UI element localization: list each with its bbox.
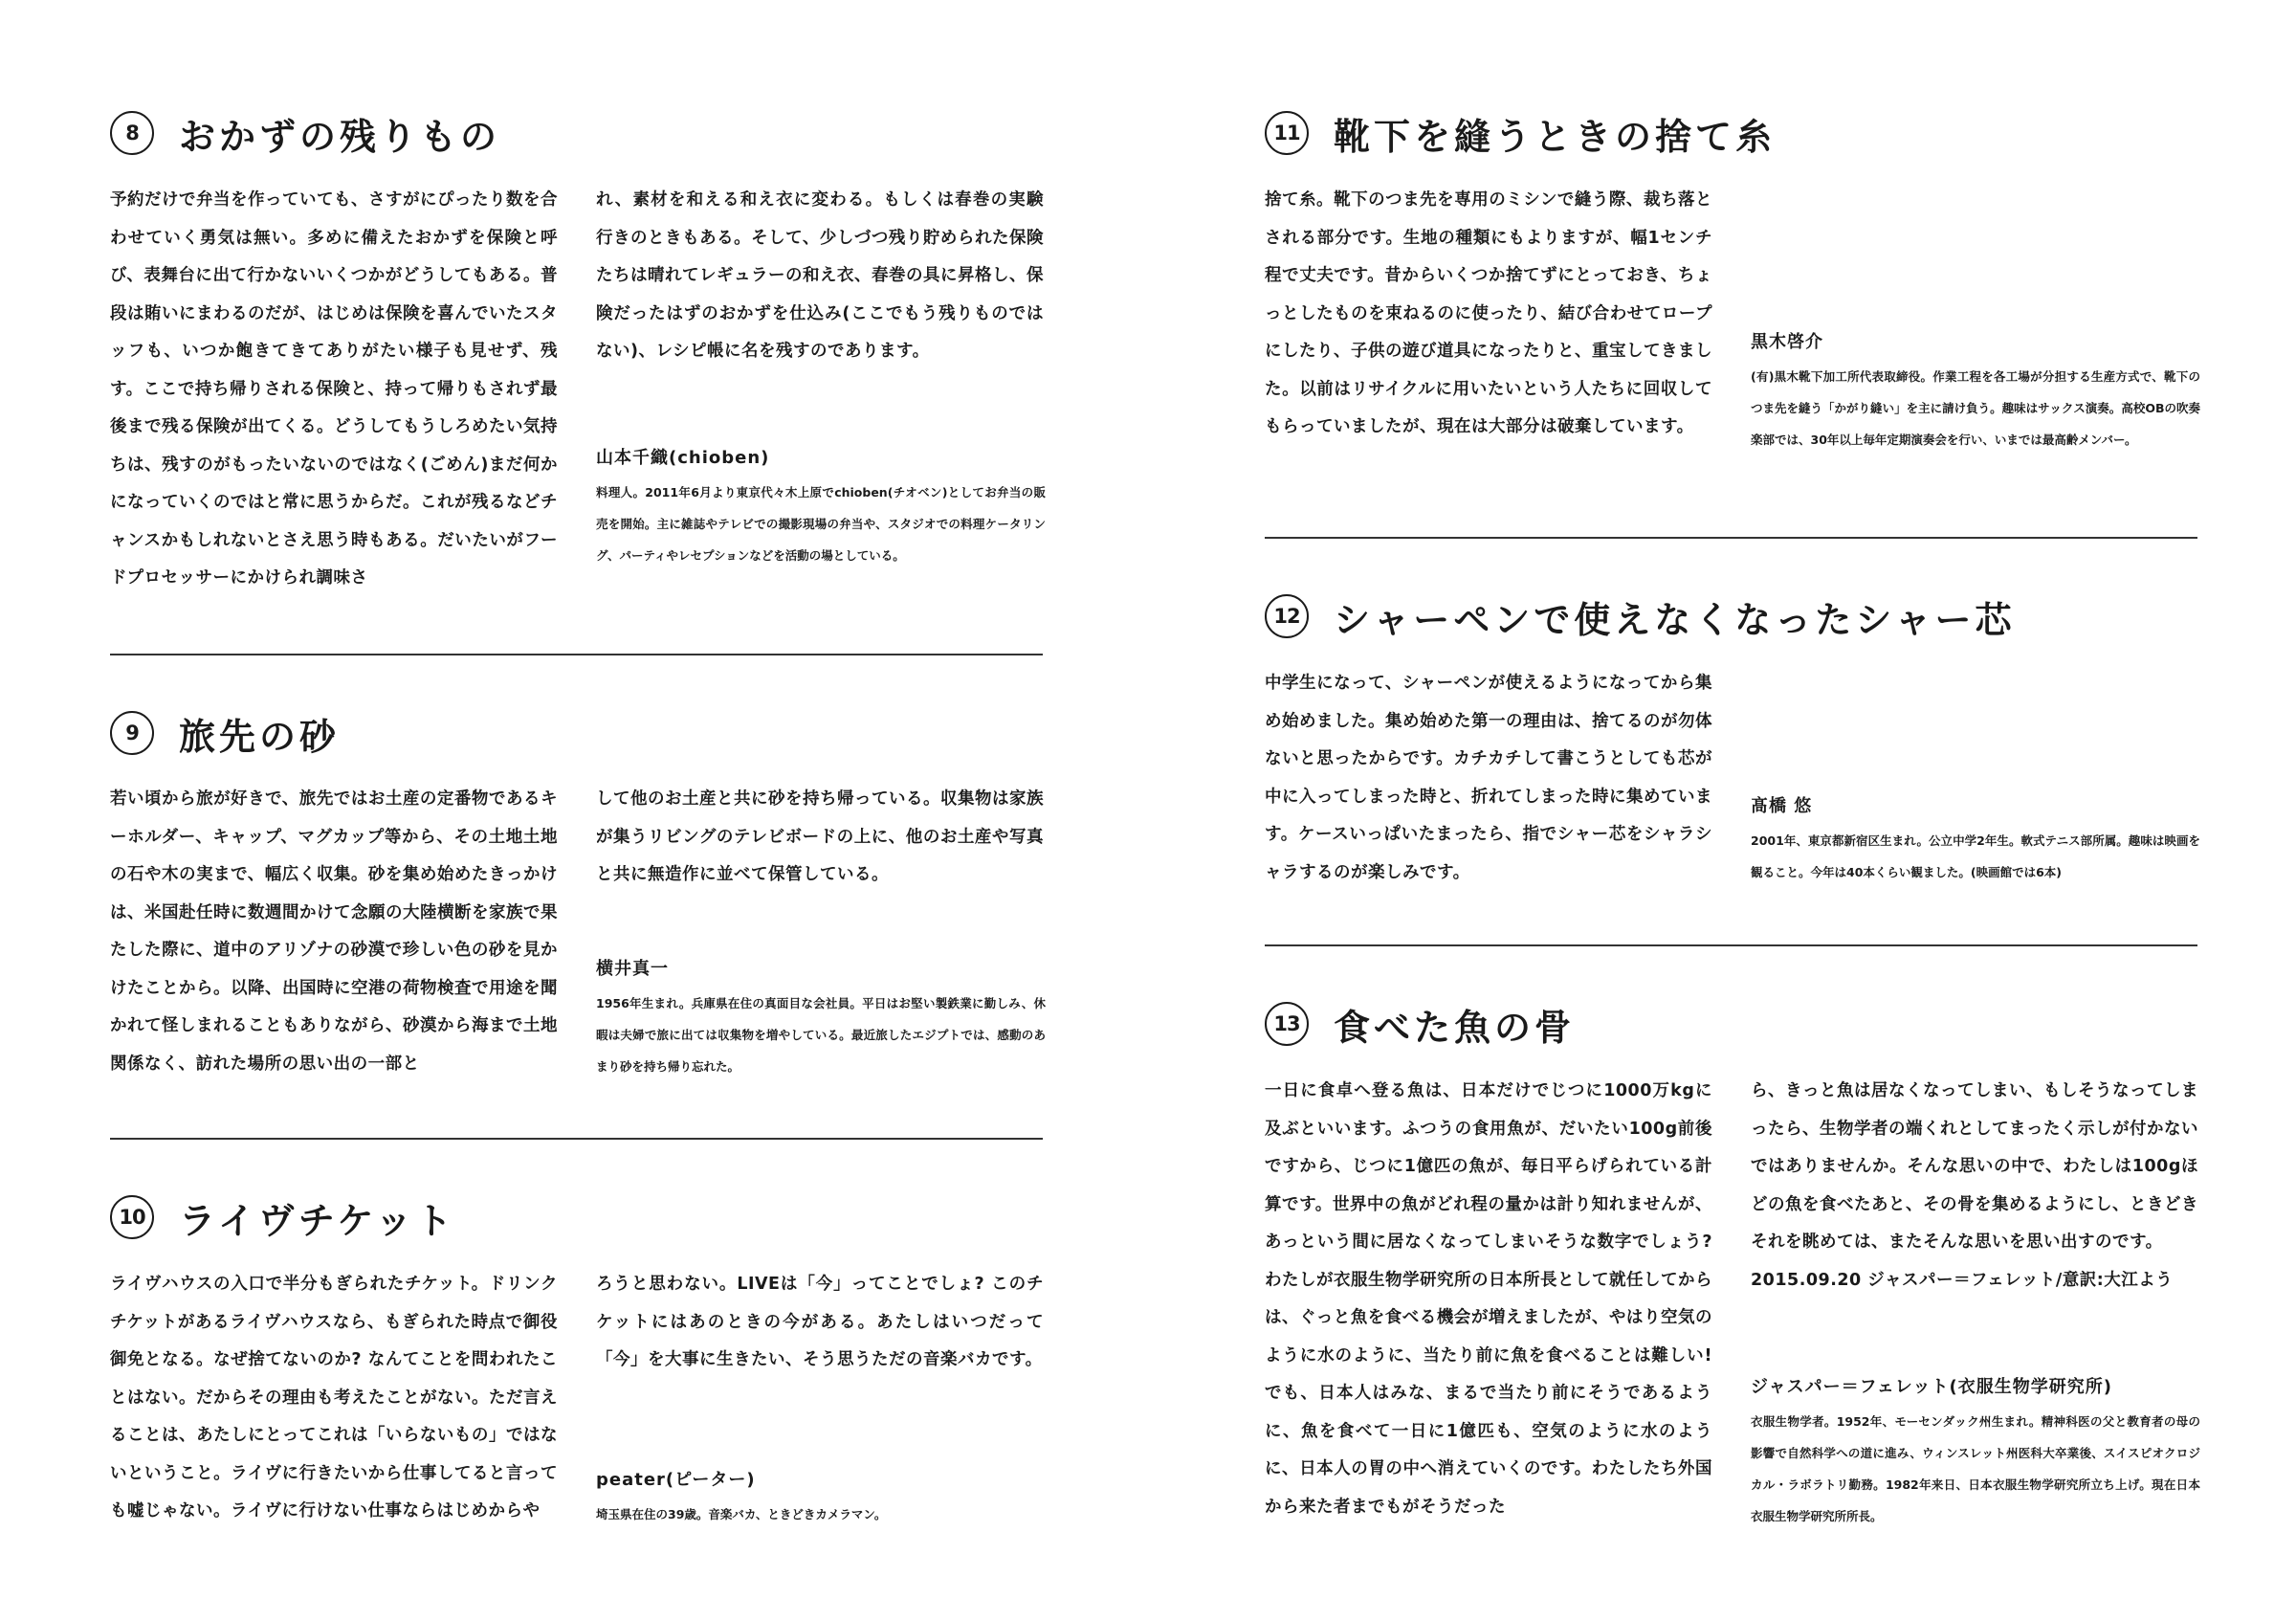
author-name: 黒木啓介 xyxy=(1751,332,1823,352)
section-divider xyxy=(110,1138,1043,1140)
article-title: 旅先の砂 xyxy=(179,715,341,758)
author-block xyxy=(1751,1373,2200,1532)
section-divider xyxy=(1265,537,2197,539)
author-bio: 料理人。2011年6月より東京代々木上原でchioben(チオベン)としてお弁当の販売を開始。主に雑誌やテレビでの撮影現場の弁当や、スタジオでの料理ケータリング、パーティやレセプションなどを活動の場としている。 xyxy=(596,485,1046,563)
author-name: peater(ピーター) xyxy=(596,1470,756,1490)
article-header xyxy=(1265,588,2015,645)
article-number-badge: 10 xyxy=(110,1195,154,1239)
article-body-column-1: 捨て糸。靴下のつま先を専用のミシンで縫う際、裁ち落とされる部分です。生地の種類にもよりますが、幅1センチ程で丈夫です。昔からいくつか捨てずにとっておき、ちょっとしたものを束ねるのに使ったり、結び合わせてロープにしたり、子供の遊び道具になったりと、重宝してきました。以前はリサイクルに用いたいという人たちに回収してもらっていましたが、現在は大部分は破棄しています。 xyxy=(1265,190,1712,436)
article-body-column-2: れ、素材を和える和え衣に変わる。もしくは春巻の実験行きのときもある。そして、少しづつ残り貯められた保険たちは晴れてレギュラーの和え衣、春巻の具に昇格し、保険だったはずのおかずを仕込み(ここでもう残りものではない)、レシピ帳に名を残すのであります。 xyxy=(596,190,1044,361)
article-title: 食べた魚の骨 xyxy=(1334,1006,1576,1049)
article-9 xyxy=(110,704,1046,1125)
right-page xyxy=(1148,0,2296,1621)
section-divider xyxy=(110,654,1043,655)
author-bio: (有)黒木靴下加工所代表取締役。作業工程を各工場が分担する生産方式で、靴下のつま先を縫う「かがり縫い」を主に請け負う。趣味はサックス演奏。高校OBの吹奏楽部では、30年以上毎年定期演奏会を行い、いまでは最高齢メンバー。 xyxy=(1751,369,2200,447)
author-bio: 衣服生物学者。1952年、モーセンダック州生まれ。精神科医の父と教育者の母の影響で自然科学への道に進み、ウィンスレット州医科大卒業後、スイスピオクロジカル・ラボラトリ勤務。1982年来日、日本衣服生物学研究所立ち上げ。現在日本衣服生物学研究所所長。 xyxy=(1751,1414,2200,1523)
article-body-text: ら、きっと魚は居なくなってしまい、もしそうなってしまったら、生物学者の端くれとしてまったく示しが付かないではありませんか。そんな思いの中で、わたしは100gほどの魚を食べたあと、その骨を集めるようにし、ときどきそれを眺めては、またそんな思いを思い出すのです。 xyxy=(1751,1081,2198,1252)
author-block xyxy=(596,444,1046,571)
article-body-column-1: 若い頃から旅が好きで、旅先ではお土産の定番物であるキーホルダー、キャップ、マグカップ等から、その土地土地の石や木の実まで、幅広く収集。砂を集め始めたきっかけは、米国赴任時に数週間かけて念願の大陸横断を家族で果たした際に、道中のアリゾナの砂漠で珍しい色の砂を見かけたことから。以降、出国時に空港の荷物検査で用途を聞かれて怪しまれることもありながら、砂漠から海まで土地関係なく、訪れた場所の思い出の一部と xyxy=(110,789,558,1074)
author-name: 髙橋 悠 xyxy=(1751,796,1813,816)
article-title: シャーペンで使えなくなったシャー芯 xyxy=(1334,598,2016,641)
article-body-column-2: して他のお土産と共に砂を持ち帰っている。収集物は家族が集うリビングのテレビボードの上に、他のお土産や写真と共に無造作に並べて保管している。 xyxy=(596,789,1044,884)
article-number-badge: 12 xyxy=(1265,594,1309,638)
article-header xyxy=(1265,104,1776,162)
article-number-badge: 8 xyxy=(110,111,154,155)
article-13 xyxy=(1265,995,2200,1598)
article-body-column-2 xyxy=(1751,1073,2198,1299)
article-body-column-2: ろうと思わない。LIVEは「今」ってことでしょ? このチケットにはあのときの今がある。あたしはいつだって「今」を大事に生きたい、そう思うただの音楽バカです。 xyxy=(596,1275,1044,1369)
author-bio: 埼玉県在住の39歳。音楽バカ、ときどきカメラマン。 xyxy=(596,1507,887,1521)
article-header xyxy=(1265,995,1575,1053)
article-title: ライヴチケット xyxy=(179,1199,456,1242)
author-block xyxy=(596,1466,1046,1530)
article-number-badge: 9 xyxy=(110,711,154,755)
article-body-column-1: 予約だけで弁当を作っていても、さすがにぴったり数を合わせていく勇気は無い。多めに備えたおかずを保険と呼び、表舞台に出て行かないいくつかがどうしてもある。普段は賄いにまわるのだが、はじめは保険を喜んでいたスタッフも、いつか飽きてきてありがたい様子も見せず、残す。ここで持ち帰りされる保険と、持って帰りもされず最後まで残る保険が出てくる。どうしてもうしろめたい気持ちは、残すのがもったいないのではなく(ごめん)まだ何かになっていくのではと常に思うからだ。これが残るなどチャンスかもしれないとさえ思う時もある。だいたいがフードプロセッサーにかけられ調味さ xyxy=(110,190,558,588)
article-8 xyxy=(110,104,1046,659)
author-name: 横井真一 xyxy=(596,959,669,979)
article-title: おかずの残りもの xyxy=(179,115,501,158)
author-bio: 1956年生まれ。兵庫県在住の真面目な会社員。平日はお堅い製鉄業に勤しみ、休暇は夫婦で旅に出ては収集物を増やしている。最近旅したエジプトでは、感動のあまり砂を持ち帰り忘れた。 xyxy=(596,996,1046,1074)
author-block xyxy=(596,955,1046,1082)
article-body-column-1: 中学生になって、シャーペンが使えるようになってから集め始めました。集め始めた第一の理由は、捨てるのが勿体ないと思ったからです。カチカチして書こうとしても芯が中に入ってしまった時と、折れてしまった時に集めています。ケースいっぱいたまったら、指でシャー芯をシャラシャラするのが楽しみです。 xyxy=(1265,674,1712,882)
author-bio: 2001年、東京都新宿区生まれ。公立中学2年生。軟式テニス部所属。趣味は映画を観ること。今年は40本くらい観ました。(映画館では6本) xyxy=(1751,833,2200,879)
section-divider xyxy=(1265,944,2197,946)
article-header xyxy=(110,704,340,762)
article-body-column-1: 一日に食卓へ登る魚は、日本だけでじつに1000万kgに及ぶといいます。ふつうの食用魚が、だいたい100g前後ですから、じつに1億匹の魚が、毎日平らげられている計算です。世界中の魚がどれ程の量かは計り知れませんが、あっという間に居なくなってしまいそうな数字でしょう? わたしが衣服生物学研究所の日本所長として就任してからは、ぐっと魚を食べる機会が増えましたが、やはり空気のように水のように、当たり前に魚を食べることは難しい! でも、日本人はみな、まるで当たり前にそうであるように、魚を食べて一日に1億匹も、空気のように水のように、日本人の胃の中へ消えていくのです。わたしたち外国から来た者までもがそうだった xyxy=(1265,1081,1712,1517)
article-10 xyxy=(110,1188,1043,1590)
article-signature: 2015.09.20 ジャスパー＝フェレット/意訳:大江よう xyxy=(1751,1270,2174,1290)
article-header xyxy=(110,1188,455,1246)
author-name: ジャスパー＝フェレット(衣服生物学研究所) xyxy=(1751,1377,2113,1397)
article-number-badge: 11 xyxy=(1265,111,1309,155)
article-11 xyxy=(1265,104,2200,525)
article-header xyxy=(110,104,500,162)
article-number-badge: 13 xyxy=(1265,1002,1309,1046)
author-block xyxy=(1751,328,2200,455)
author-name: 山本千織(chioben) xyxy=(596,448,770,468)
article-12 xyxy=(1265,588,2200,932)
author-block xyxy=(1751,792,2200,888)
article-body-column-1: ライヴハウスの入口で半分もぎられたチケット。ドリンクチケットがあるライヴハウスなら、もぎられた時点で御役御免となる。なぜ捨てないのか? なんてことを問われたことはない。だからその理由も考えたことがない。ただ言えることは、あたしにとってこれは「いらないもの」ではないということ。ライヴに行きたいから仕事してると言っても嘘じゃない。ライヴに行けない仕事ならはじめからや xyxy=(110,1275,558,1521)
article-title: 靴下を縫うときの捨て糸 xyxy=(1334,115,1777,158)
